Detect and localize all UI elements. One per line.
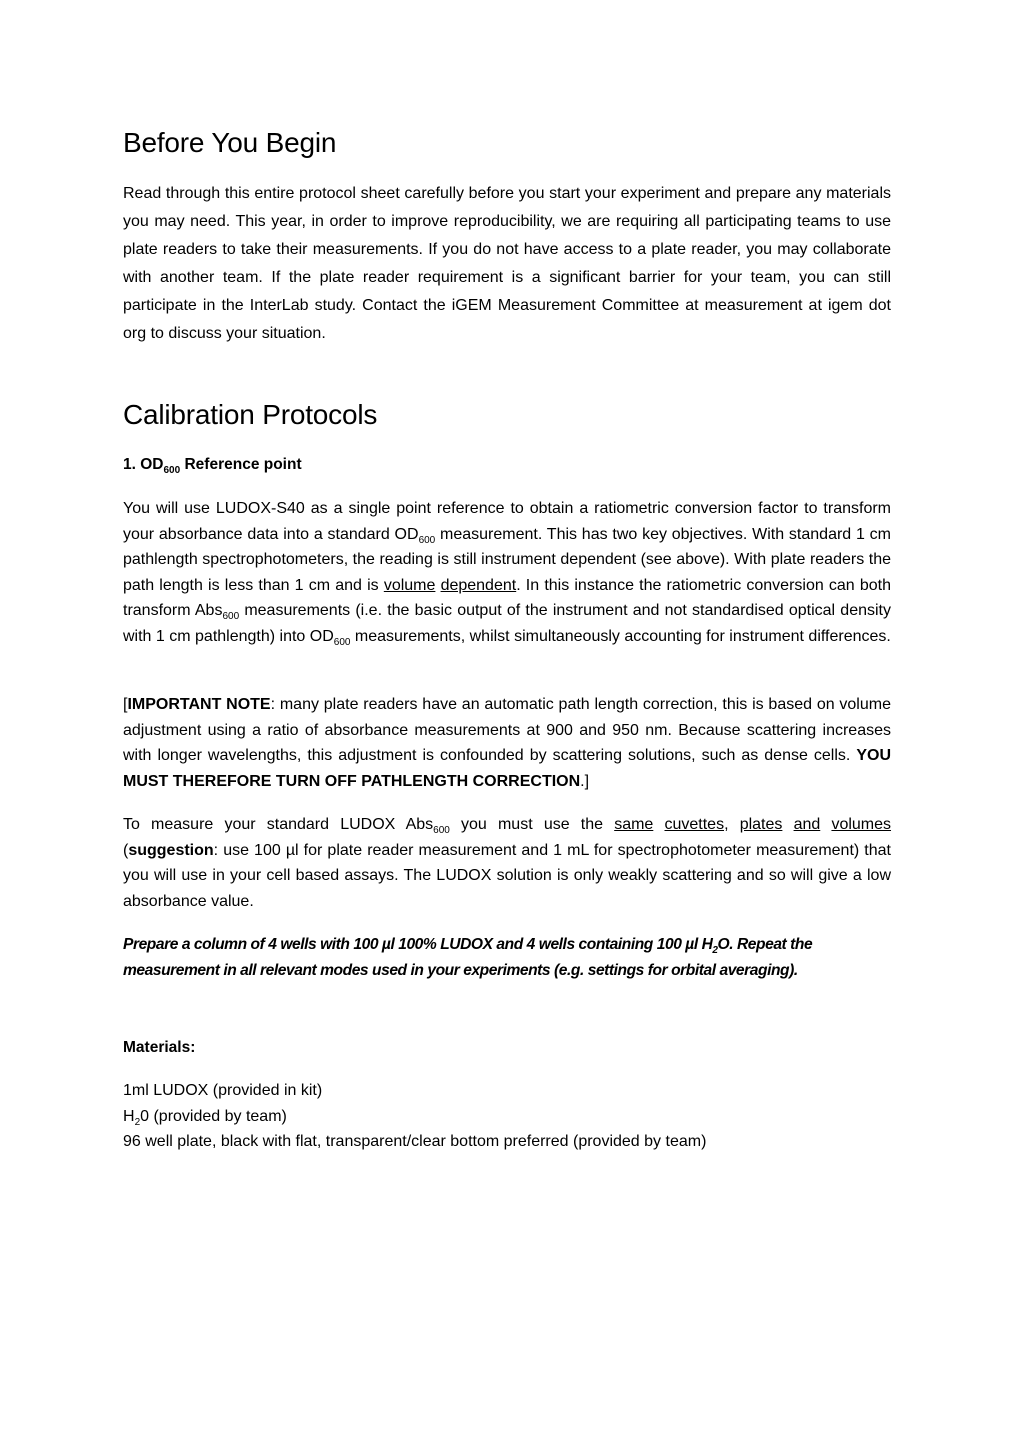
calibration-protocols-heading: Calibration Protocols [123,399,378,430]
measure-ludox-paragraph: To measure your standard LUDOX Abs$_{600}$ you must use the same cuvettes, plates and volumes (suggestion: use 100 µl for plate reader measurement and 1 mL for spectrophotometer measurement) that you will use in your cell based assays. The LUDOX solution is only weakly scattering and so will give a low absorbance value. [123,816,892,910]
materials-item-ludox: 1ml LUDOX (provided in kit) [123,1082,323,1099]
materials-item-water: $H_20$ (provided by team) [123,1107,287,1128]
prepare-column-instruction: Prepare a column of 4 wells with 100 µl 100% LUDOX and 4 wells containing 100 µl $H_2O$. Repeat the measurement in all relevant modes used in your experiments (e.g. settings for orbital averaging). [123,936,813,979]
od600-reference-subheading: 1. $OD_{600}$ Reference point [123,456,302,476]
ludox-intro-paragraph: You will use LUDOX-S40 as a single point reference to obtain a ratiometric conversion factor to transform your absorbance data into a standard $OD_{600}$ measurement. This has two key objectives. With standard 1 cm pathlength spectrophotometers, the reading is still instrument dependent (see above). With plate readers the path length is less than 1 cm and is volume dependent. In this instance the ratiometric conversion can both transform Abs$_{600}$ measurements (i.e. the basic output of the instrument and not standardised optical density with 1 cm pathlength) into $OD_{600}$ measurements, whilst simultaneously accounting for instrument differences. [123,500,892,648]
materials-item-plate: 96 well plate, black with flat, transparent/clear bottom preferred (provided by team) [123,1133,707,1150]
before-you-begin-heading: Before You Begin [123,127,337,158]
materials-list [123,1078,706,1155]
materials-label: Materials: [123,1039,196,1056]
before-you-begin-paragraph: Read through this entire protocol sheet carefully before you start your experiment and prepare any materials you may need. This year, in order to improve reproducibility, we are requiring all participating teams to use plate readers to take their measurements. If you do not have access to a plate reader, you may collaborate with another team. If the plate reader requirement is a significant barrier for your team, you can still participate in the InterLab study. Contact the iGEM Measurement Committee at measurement at igem dot org to discuss your situation. [123,185,891,342]
important-note-paragraph: [IMPORTANT NOTE: many plate readers have an automatic path length correction, this is based on volume adjustment using a ratio of absorbance measurements at 900 and 950 nm. Because scattering increases with longer wavelengths, this adjustment is confounded by scattering solutions, such as dense cells. YOU MUST THEREFORE TURN OFF PATHLENGTH CORRECTION.] [123,696,891,790]
